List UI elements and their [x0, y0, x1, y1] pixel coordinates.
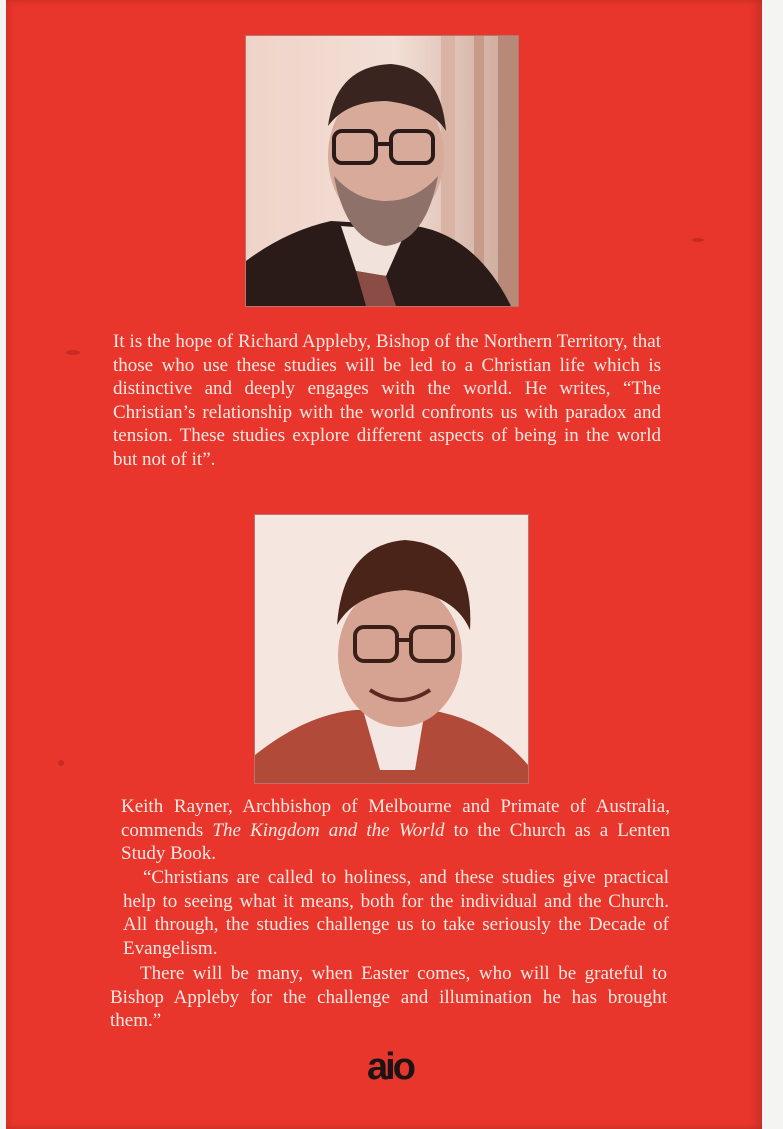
rayner-quote-paragraph-2: There will be many, when Easter comes, who will be grateful to Bishop Appleby for the challenge and illumination he has brought them.”	[110, 963, 667, 1031]
appleby-bio-paragraph: It is the hope of Richard Appleby, Bishop of the Northern Territory, that those who use these studies will be led to a Christian life which is distinctive and deeply engages with the world. He writes, “The Christian’s relationship with the world confronts us with paradox and tension. These studies explore different aspects of being in the world but not of it”.	[113, 331, 661, 470]
portrait-photo-rayner	[254, 514, 529, 784]
portrait-photo-appleby	[245, 35, 519, 307]
commendation-intro-before: Keith Rayner, Archbishop of Melbourne and Primate of Australia, commends	[121, 796, 670, 841]
commendation-intro-after: to the Church as a Lenten Study Book.	[121, 819, 671, 864]
print-speck	[66, 350, 80, 355]
publisher-logo: aio	[367, 1046, 413, 1088]
back-cover	[6, 0, 762, 1129]
rayner-quote-paragraph-1: “Christians are called to holiness, and these studies give practical help to seeing what it means, both for the individual and the Church. All through, the studies challenge us to take seriously the Decade of Evangelism.	[123, 867, 669, 959]
print-speck	[58, 760, 64, 766]
book-title: The Kingdom and the World	[212, 819, 445, 841]
print-speck	[692, 238, 704, 242]
rayner-commendation-paragraph	[121, 795, 670, 866]
